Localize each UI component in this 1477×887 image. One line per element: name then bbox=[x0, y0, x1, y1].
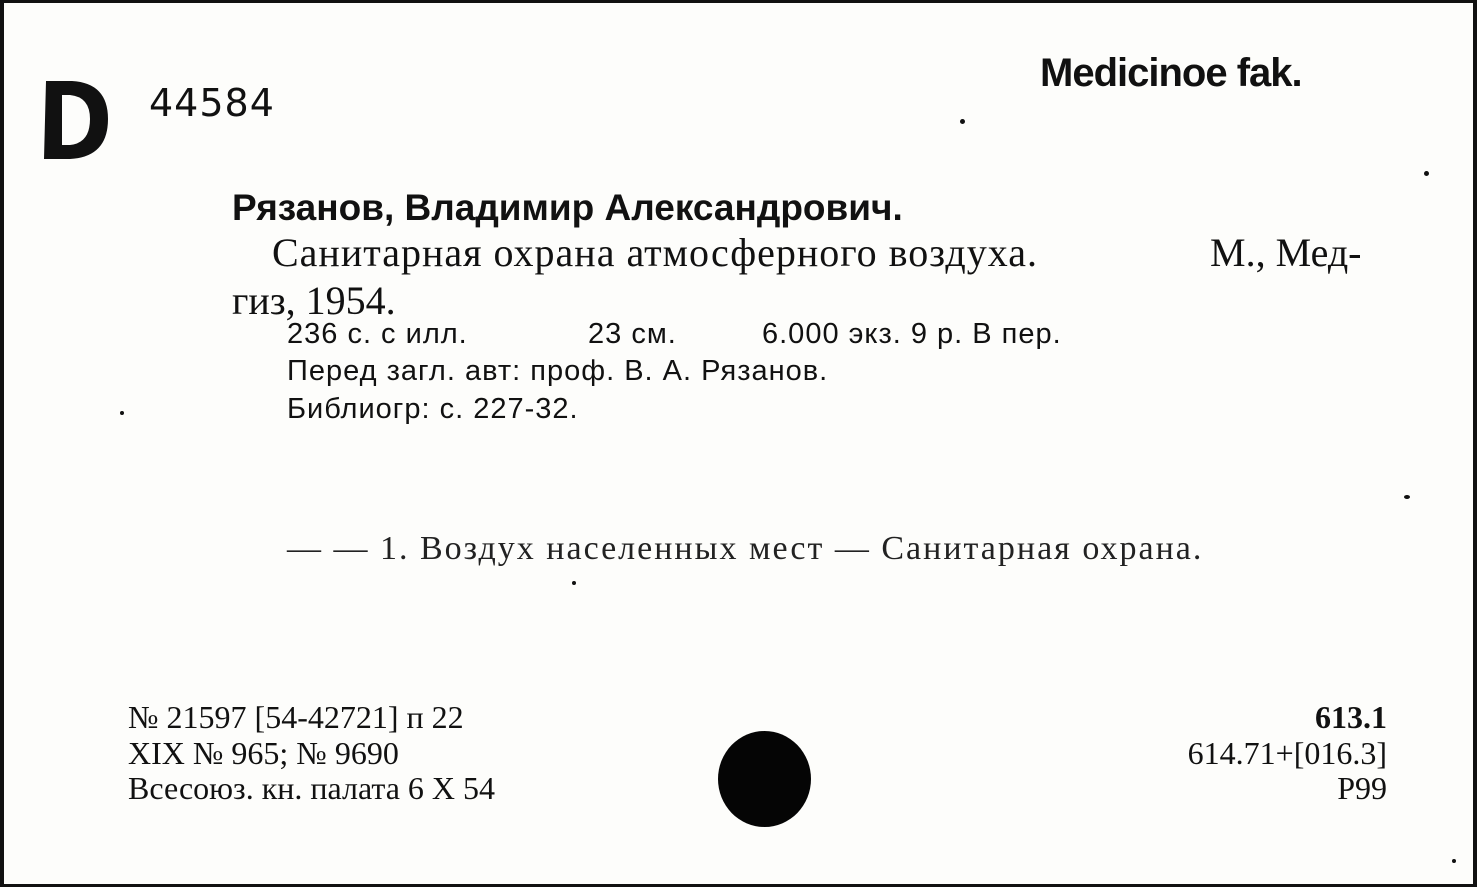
classification-bbk: Р99 bbox=[1337, 770, 1387, 806]
physical-pages: 236 с. с илл. bbox=[287, 318, 468, 350]
author-heading: Рязанов, Владимир Александрович. bbox=[232, 187, 903, 228]
punch-hole bbox=[718, 731, 811, 827]
speck-dot bbox=[1424, 171, 1429, 176]
registry-line-3: Всесоюз. кн. палата 6 X 54 bbox=[128, 770, 495, 806]
classification-udc-extra: 614.71+[016.3] bbox=[1187, 735, 1387, 771]
registry-line-2: XIX № 965; № 9690 bbox=[128, 735, 399, 771]
accession-number: 44584 bbox=[149, 81, 275, 125]
note-bibliography: Библиогр: с. 227-32. bbox=[287, 393, 579, 425]
speck-dot bbox=[1452, 859, 1456, 863]
speck-dot bbox=[1404, 495, 1410, 499]
imprint-place: М., Мед- bbox=[1210, 230, 1362, 275]
imprint-publisher-year: гиз, 1954. bbox=[232, 278, 396, 323]
speck-dot bbox=[960, 119, 965, 124]
speck-dot bbox=[120, 411, 124, 415]
physical-size: 23 см. bbox=[588, 318, 677, 350]
letter-d-stamp-icon bbox=[34, 73, 114, 163]
physical-copies-price: 6.000 экз. 9 р. В пер. bbox=[762, 318, 1062, 350]
library-stamp: Medicinoe fak. bbox=[1040, 51, 1302, 95]
subject-heading: — — 1. Воздух населенных мест — Санитарная охрана. bbox=[287, 530, 1204, 567]
speck-dot bbox=[572, 581, 576, 585]
note-author: Перед загл. авт: проф. В. А. Рязанов. bbox=[287, 355, 829, 387]
registry-line-1: № 21597 [54-42721] п 22 bbox=[128, 699, 464, 735]
classification-udc: 613.1 bbox=[1315, 699, 1387, 735]
book-title: Санитарная охрана атмосферного воздуха. bbox=[272, 230, 1038, 275]
